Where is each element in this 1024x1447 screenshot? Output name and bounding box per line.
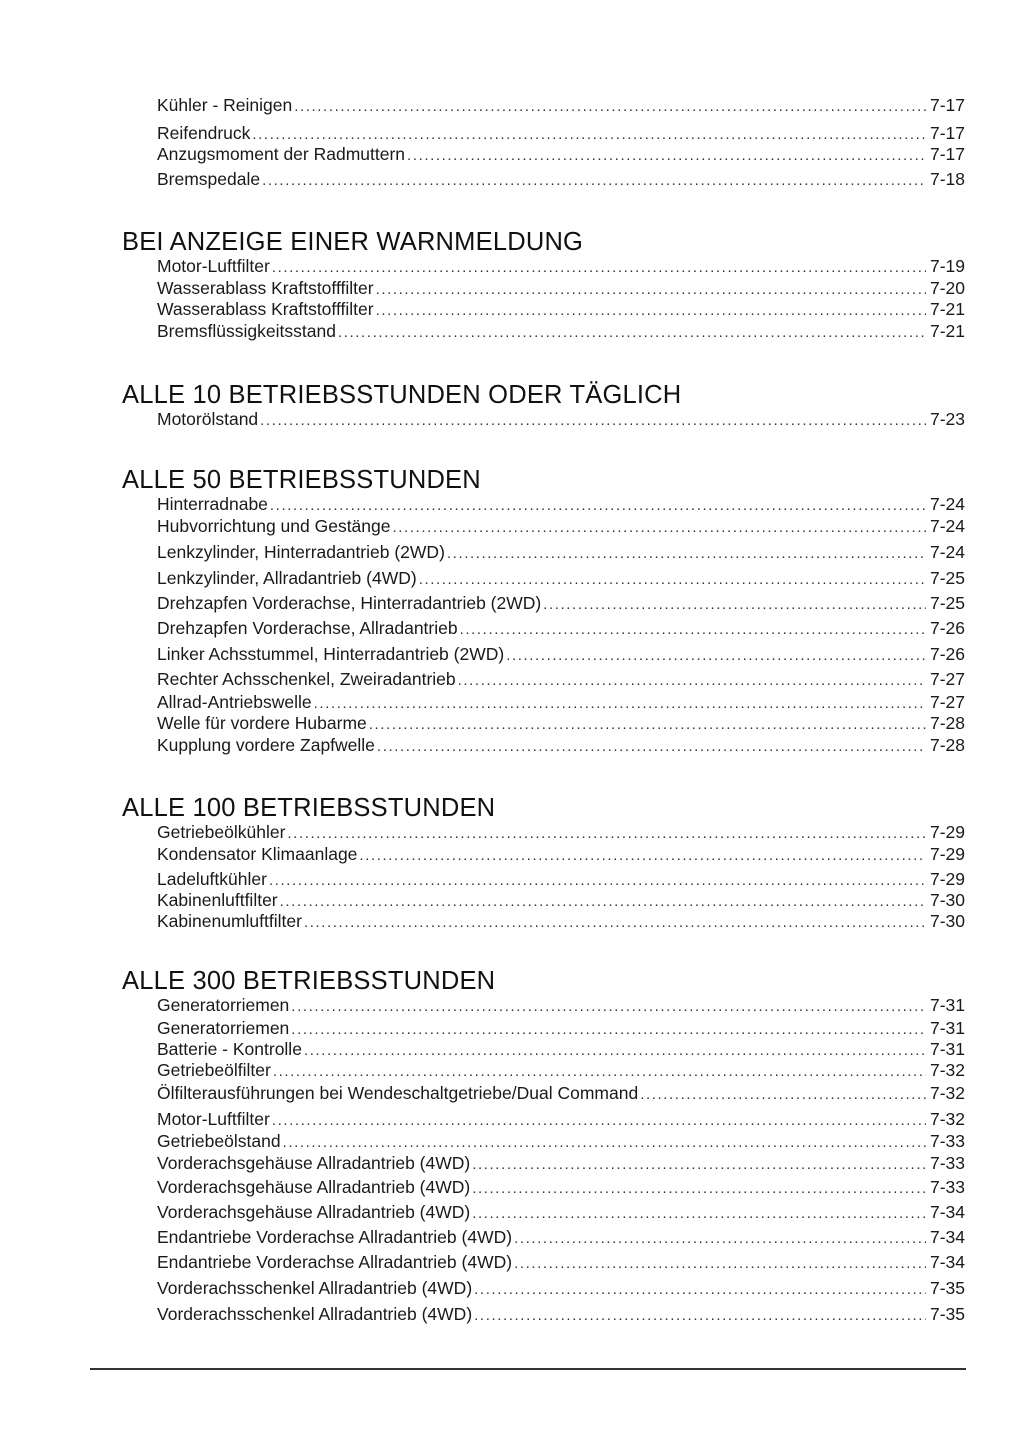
dot-leader xyxy=(294,95,926,119)
entry-title: Getriebeölfilter xyxy=(157,1060,271,1080)
entry-page-number: 7-32 xyxy=(929,1060,965,1080)
entry-page-number: 7-32 xyxy=(929,1083,965,1103)
toc-entry[interactable] xyxy=(157,254,965,278)
toc-entry[interactable] xyxy=(157,1151,965,1175)
dot-leader xyxy=(304,911,926,935)
dot-leader xyxy=(260,409,926,433)
entry-title: Vorderachsgehäuse Allradantrieb (4WD) xyxy=(157,1177,471,1197)
entry-page-number: 7-31 xyxy=(929,1018,965,1038)
section-heading: ALLE 10 BETRIEBSSTUNDEN ODER TÄGLICH xyxy=(122,381,682,409)
dot-leader xyxy=(640,1083,926,1107)
entry-title: Lenkzylinder, Hinterradantrieb (2WD) xyxy=(157,542,445,562)
toc-entry[interactable] xyxy=(157,616,965,640)
dot-leader xyxy=(447,542,926,566)
entry-title: Vorderachsgehäuse Allradantrieb (4WD) xyxy=(157,1202,471,1222)
toc-entry[interactable] xyxy=(157,514,965,538)
entry-page-number: 7-26 xyxy=(929,618,965,638)
entry-title: Generatorriemen xyxy=(157,995,290,1015)
section-heading: ALLE 100 BETRIEBSSTUNDEN xyxy=(122,794,496,822)
entry-page-number: 7-30 xyxy=(929,890,965,910)
entry-title: Lenkzylinder, Allradantrieb (4WD) xyxy=(157,568,417,588)
entry-page-number: 7-34 xyxy=(929,1252,965,1272)
dot-leader xyxy=(514,1227,926,1251)
entry-page-number: 7-25 xyxy=(929,568,965,588)
entry-title: Getriebeölstand xyxy=(157,1131,281,1151)
entry-page-number: 7-32 xyxy=(929,1109,965,1129)
toc-entry[interactable] xyxy=(157,842,965,866)
entry-title: Linker Achsstummel, Hinterradantrieb (2WD) xyxy=(157,644,505,664)
entry-title: Kabinenumluftfilter xyxy=(157,911,302,931)
dot-leader xyxy=(392,516,925,540)
dot-leader xyxy=(460,618,926,642)
entry-page-number: 7-34 xyxy=(929,1227,965,1247)
toc-entry[interactable] xyxy=(157,566,965,590)
entry-title: Motor-Luftfilter xyxy=(157,256,270,276)
toc-entry[interactable] xyxy=(157,1175,965,1199)
toc-entry[interactable] xyxy=(157,591,965,615)
toc-entry[interactable] xyxy=(157,319,965,343)
entry-title: Allrad-Antriebswelle xyxy=(157,692,312,712)
entry-title: Batterie - Kontrolle xyxy=(157,1039,302,1059)
entry-title: Rechter Achsschenkel, Zweiradantrieb xyxy=(157,669,456,689)
entry-page-number: 7-35 xyxy=(929,1304,965,1324)
entry-page-number: 7-24 xyxy=(929,494,965,514)
entry-title: Wasserablass Kraftstofffilter xyxy=(157,278,374,298)
footer-divider xyxy=(90,1368,966,1370)
toc-entry[interactable] xyxy=(157,711,965,735)
dot-leader xyxy=(262,169,926,193)
entry-page-number: 7-29 xyxy=(929,869,965,889)
entry-page-number: 7-20 xyxy=(929,278,965,298)
toc-entry[interactable] xyxy=(157,820,965,844)
entry-page-number: 7-17 xyxy=(929,144,965,164)
dot-leader xyxy=(377,735,926,759)
entry-page-number: 7-18 xyxy=(929,169,965,189)
toc-entry[interactable] xyxy=(157,1058,965,1082)
dot-leader xyxy=(474,1278,926,1302)
toc-entry[interactable] xyxy=(157,1081,965,1105)
entry-title: Vorderachsgehäuse Allradantrieb (4WD) xyxy=(157,1153,471,1173)
entry-page-number: 7-28 xyxy=(929,713,965,733)
toc-entry[interactable] xyxy=(157,407,965,431)
dot-leader xyxy=(359,844,926,868)
dot-leader xyxy=(506,644,926,668)
entry-page-number: 7-31 xyxy=(929,1039,965,1059)
toc-entry[interactable] xyxy=(157,297,965,321)
entry-title: Ölfilterausführungen bei Wendeschaltgetriebe/Dual Command xyxy=(157,1083,639,1103)
entry-page-number: 7-30 xyxy=(929,911,965,931)
entry-page-number: 7-33 xyxy=(929,1177,965,1197)
toc-entry[interactable] xyxy=(157,93,965,117)
entry-page-number: 7-31 xyxy=(929,995,965,1015)
entry-page-number: 7-19 xyxy=(929,256,965,276)
entry-title: Motor-Luftfilter xyxy=(157,1109,270,1129)
dot-leader xyxy=(472,1202,926,1226)
entry-title: Endantriebe Vorderachse Allradantrieb (4WD) xyxy=(157,1227,513,1247)
entry-title: Endantriebe Vorderachse Allradantrieb (4WD) xyxy=(157,1252,513,1272)
toc-entry[interactable] xyxy=(157,667,965,691)
toc-entry[interactable] xyxy=(157,142,965,166)
entry-title: Drehzapfen Vorderachse, Allradantrieb xyxy=(157,618,458,638)
entry-title: Anzugsmoment der Radmuttern xyxy=(157,144,406,164)
entry-page-number: 7-21 xyxy=(929,321,965,341)
entry-page-number: 7-24 xyxy=(929,516,965,536)
section-heading: BEI ANZEIGE EINER WARNMELDUNG xyxy=(122,228,584,256)
dot-leader xyxy=(419,568,926,592)
entry-page-number: 7-23 xyxy=(929,409,965,429)
dot-leader xyxy=(338,321,926,345)
toc-entry[interactable] xyxy=(157,1250,965,1274)
entry-page-number: 7-29 xyxy=(929,822,965,842)
dot-leader xyxy=(543,593,926,617)
dot-leader xyxy=(472,1177,926,1201)
entry-title: Drehzapfen Vorderachse, Hinterradantrieb (2WD) xyxy=(157,593,542,613)
entry-title: Kühler - Reinigen xyxy=(157,95,293,115)
toc-entry[interactable] xyxy=(157,1107,965,1131)
toc-entry[interactable] xyxy=(157,733,965,757)
toc-entry[interactable] xyxy=(157,1276,965,1300)
toc-entry[interactable] xyxy=(157,909,965,933)
entry-title: Kabinenluftfilter xyxy=(157,890,278,910)
entry-page-number: 7-33 xyxy=(929,1153,965,1173)
entry-title: Vorderachsschenkel Allradantrieb (4WD) xyxy=(157,1304,473,1324)
toc-entry[interactable] xyxy=(157,1302,965,1326)
toc-entry[interactable] xyxy=(157,540,965,564)
entry-title: Reifendruck xyxy=(157,123,251,143)
entry-title: Kondensator Klimaanlage xyxy=(157,844,358,864)
entry-title: Motorölstand xyxy=(157,409,259,429)
toc-entry[interactable] xyxy=(157,167,965,191)
entry-title: Wasserablass Kraftstofffilter xyxy=(157,299,374,319)
section-heading: ALLE 50 BETRIEBSSTUNDEN xyxy=(122,466,481,494)
entry-page-number: 7-28 xyxy=(929,735,965,755)
toc-entry[interactable] xyxy=(157,1200,965,1224)
entry-page-number: 7-27 xyxy=(929,669,965,689)
entry-page-number: 7-17 xyxy=(929,123,965,143)
entry-page-number: 7-21 xyxy=(929,299,965,319)
entry-page-number: 7-25 xyxy=(929,593,965,613)
toc-entry[interactable] xyxy=(157,993,965,1017)
entry-title: Hubvorrichtung und Gestänge xyxy=(157,516,391,536)
dot-leader xyxy=(514,1252,926,1276)
toc-entry[interactable] xyxy=(157,1225,965,1249)
dot-leader xyxy=(407,144,926,168)
entry-page-number: 7-27 xyxy=(929,692,965,712)
section-heading: ALLE 300 BETRIEBSSTUNDEN xyxy=(122,967,496,995)
entry-page-number: 7-26 xyxy=(929,644,965,664)
entry-page-number: 7-34 xyxy=(929,1202,965,1222)
entry-title: Vorderachsschenkel Allradantrieb (4WD) xyxy=(157,1278,473,1298)
toc-entry[interactable] xyxy=(157,642,965,666)
entry-title: Bremspedale xyxy=(157,169,261,189)
toc-entry[interactable] xyxy=(157,492,965,516)
entry-page-number: 7-35 xyxy=(929,1278,965,1298)
entry-title: Welle für vordere Hubarme xyxy=(157,713,367,733)
entry-page-number: 7-24 xyxy=(929,542,965,562)
entry-page-number: 7-17 xyxy=(929,95,965,115)
dot-leader xyxy=(474,1304,926,1328)
entry-page-number: 7-29 xyxy=(929,844,965,864)
entry-title: Kupplung vordere Zapfwelle xyxy=(157,735,375,755)
entry-page-number: 7-33 xyxy=(929,1131,965,1151)
entry-title: Generatorriemen xyxy=(157,1018,290,1038)
entry-title: Bremsflüssigkeitsstand xyxy=(157,321,336,341)
dot-leader xyxy=(472,1153,926,1177)
entry-title: Hinterradnabe xyxy=(157,494,268,514)
entry-title: Getriebeölkühler xyxy=(157,822,286,842)
toc-entry[interactable] xyxy=(157,1129,965,1153)
entry-title: Ladeluftkühler xyxy=(157,869,267,889)
